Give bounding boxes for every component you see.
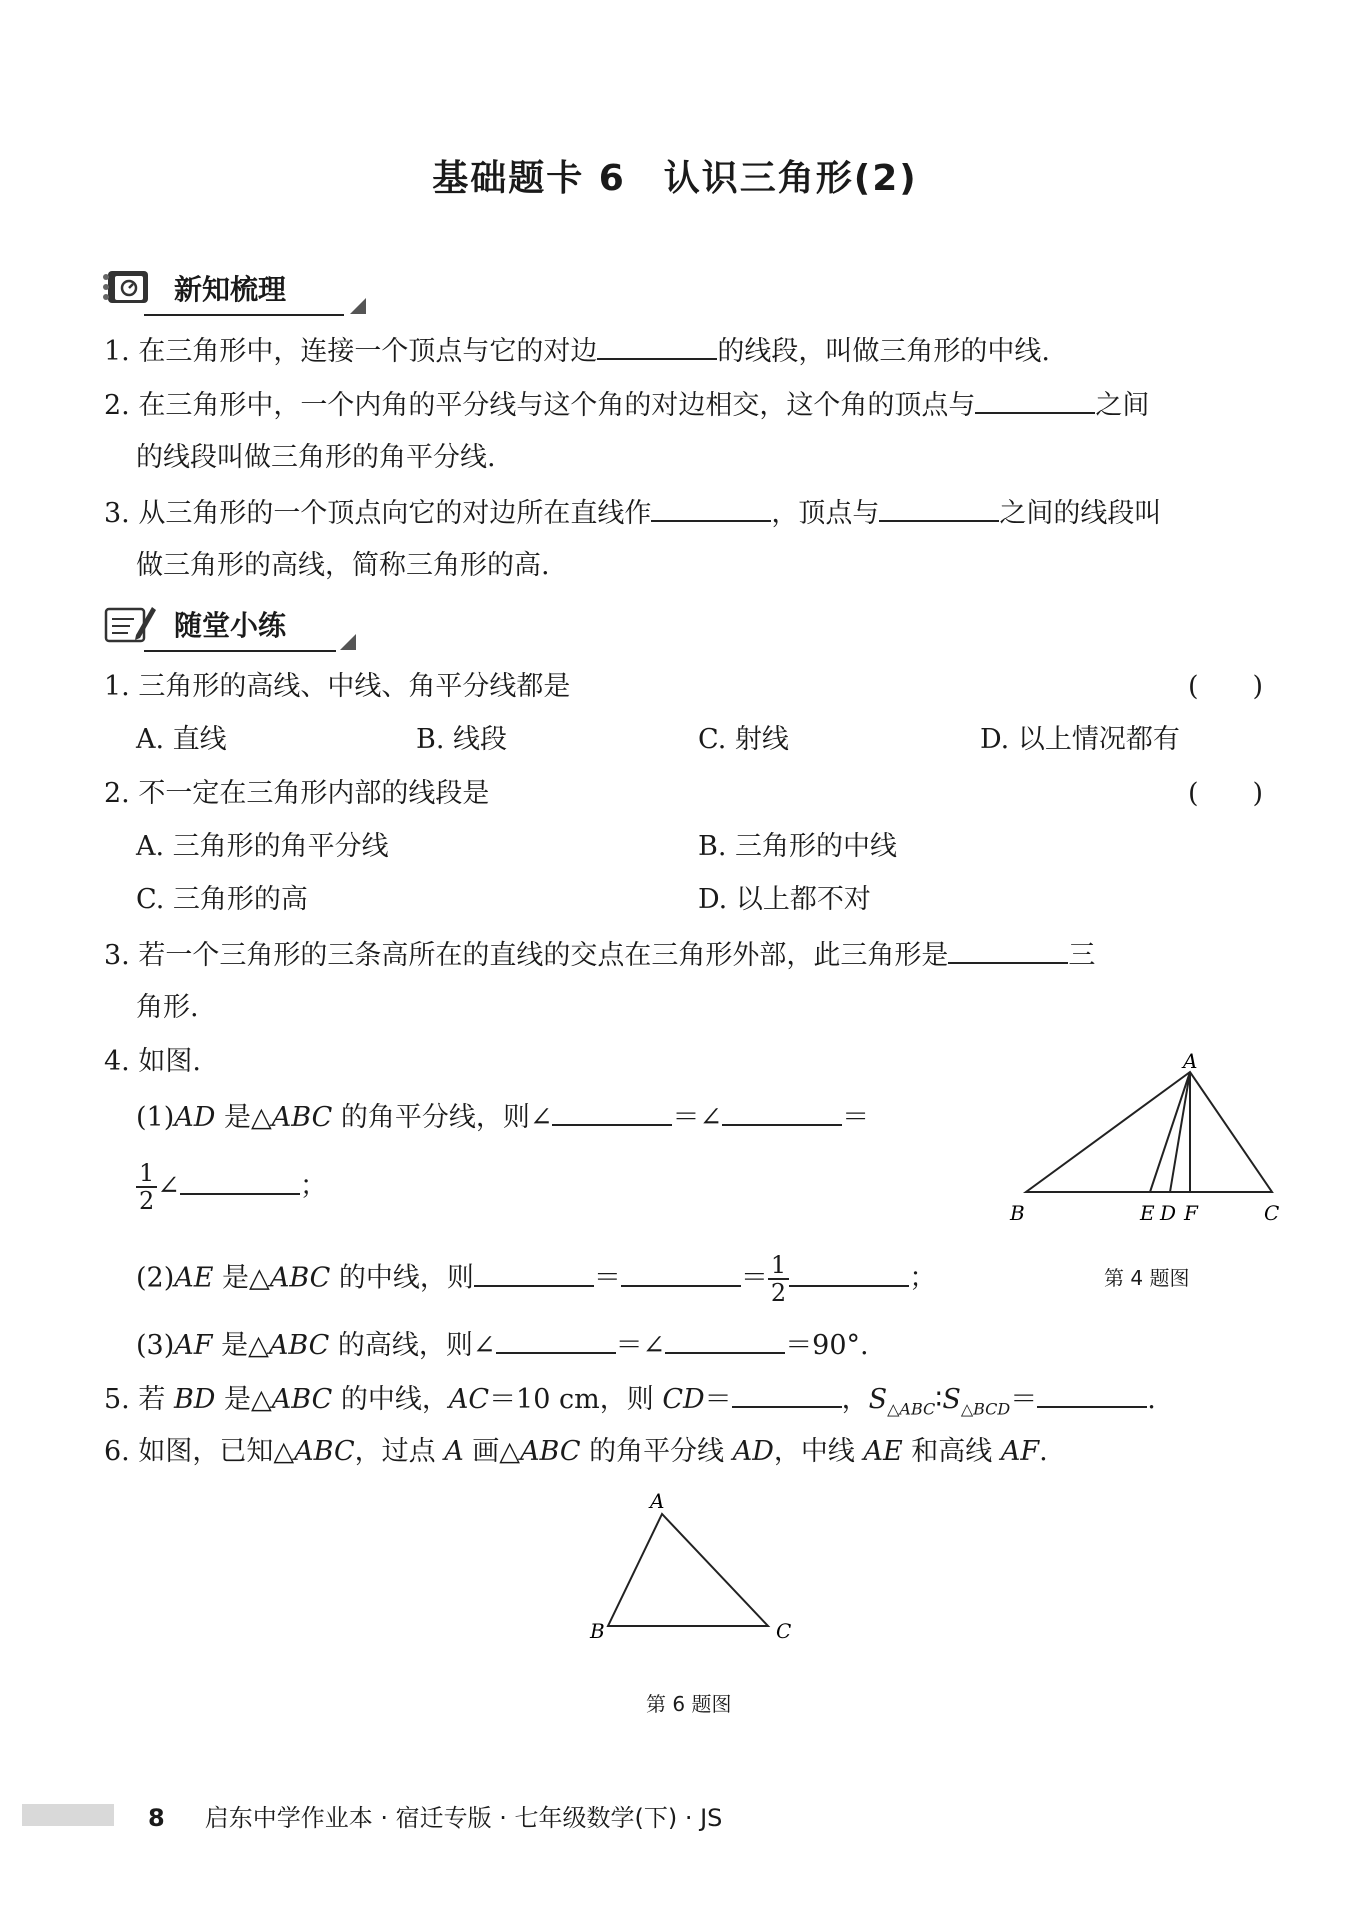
answer-blank[interactable] xyxy=(180,1165,300,1195)
practice-item-3-cont: 角形. xyxy=(136,992,199,1023)
practice-item-1: 1. 三角形的高线、中线、角平分线都是 xyxy=(104,671,571,702)
label-a: A xyxy=(650,1489,665,1513)
answer-paren[interactable]: ( ) xyxy=(1188,778,1264,809)
label-c: C xyxy=(776,1619,792,1643)
section-underline xyxy=(144,314,344,316)
label-c: C xyxy=(1264,1201,1280,1225)
answer-blank[interactable] xyxy=(665,1324,785,1354)
answer-blank[interactable] xyxy=(879,492,999,522)
practice-item-4-1: (1)AD 是△ABC 的角平分线，则∠ ＝∠ ＝ xyxy=(136,1096,869,1138)
label-b: B xyxy=(1010,1201,1025,1225)
practice-item-2: 2. 不一定在三角形内部的线段是 xyxy=(104,778,490,809)
answer-blank[interactable] xyxy=(1037,1378,1147,1408)
practice-item-4: 4. 如图. xyxy=(104,1046,201,1077)
label-f: F xyxy=(1184,1201,1198,1225)
page-title: 基础题卡 6 认识三角形(2) xyxy=(432,158,918,199)
option-a: A. 直线 xyxy=(136,724,227,755)
answer-blank[interactable] xyxy=(552,1096,672,1126)
section-corner-triangle xyxy=(350,298,366,314)
practice-item-3: 3. 若一个三角形的三条高所在的直线的交点在三角形外部，此三角形是 三 xyxy=(104,934,1095,976)
section-title: 随堂小练 xyxy=(174,609,287,642)
section-header-new-knowledge xyxy=(100,262,370,314)
answer-blank[interactable] xyxy=(722,1096,842,1126)
answer-blank[interactable] xyxy=(948,934,1068,964)
answer-blank[interactable] xyxy=(496,1324,616,1354)
fraction-half: $\frac{1}{2}$ xyxy=(136,1160,157,1214)
option-d: D. 以上情况都有 xyxy=(980,724,1180,755)
figure-6-triangle xyxy=(580,1486,810,1646)
page-number: 8 xyxy=(148,1804,165,1832)
triangle-abc xyxy=(608,1514,768,1626)
figure-6-caption: 第 6 题图 xyxy=(646,1692,732,1716)
option-c: C. 三角形的高 xyxy=(136,884,308,915)
section-title: 新知梳理 xyxy=(174,273,287,306)
pencil-note-icon xyxy=(100,601,158,647)
answer-blank[interactable] xyxy=(474,1257,594,1287)
option-d: D. 以上都不对 xyxy=(698,884,871,915)
answer-blank[interactable] xyxy=(789,1257,909,1287)
label-d: D xyxy=(1160,1201,1177,1225)
triangle-abc xyxy=(1026,1072,1272,1192)
fraction-half: $\frac{1}{2}$ xyxy=(768,1252,789,1306)
segment-ae xyxy=(1150,1072,1190,1192)
practice-item-6: 6. 如图，已知△ABC，过点 A 画△ABC 的角平分线 AD，中线 AE 和高线 AF. xyxy=(104,1436,1048,1467)
knowledge-item-3-cont: 做三角形的高线，简称三角形的高. xyxy=(136,550,550,581)
option-b: B. 三角形的中线 xyxy=(698,831,898,862)
label-b: B xyxy=(590,1619,605,1643)
answer-blank[interactable] xyxy=(621,1257,741,1287)
practice-item-4-3: (3)AF 是△ABC 的高线，则∠ ＝∠ ＝90°. xyxy=(136,1324,869,1366)
option-b: B. 线段 xyxy=(416,724,508,755)
section-corner-triangle xyxy=(340,634,356,650)
knowledge-item-3: 3. 从三角形的一个顶点向它的对边所在直线作 ，顶点与 之间的线段叫 xyxy=(104,492,1161,534)
figure-4-caption: 第 4 题图 xyxy=(1104,1266,1190,1290)
practice-item-5: 5. 若 BD 是△ABC 的中线，AC＝10 cm，则 CD＝ ，$S_{\triangle ABC}∶S_{\triangle BCD}=$ . xyxy=(104,1378,1156,1429)
label-e: E xyxy=(1140,1201,1155,1225)
notebook-icon xyxy=(100,265,158,311)
answer-blank[interactable] xyxy=(597,330,717,360)
footer-text: 启东中学作业本 · 宿迁专版 · 七年级数学(下) · JS xyxy=(204,1804,723,1832)
answer-paren[interactable]: ( ) xyxy=(1188,671,1264,702)
answer-blank[interactable] xyxy=(651,492,771,522)
section-underline xyxy=(144,650,336,652)
figure-4-triangle xyxy=(1000,1050,1300,1230)
page-footer xyxy=(148,1798,722,1833)
segment-ad xyxy=(1170,1072,1190,1192)
knowledge-item-2: 2. 在三角形中，一个内角的平分线与这个角的对边相交，这个角的顶点与 之间 xyxy=(104,384,1149,426)
practice-item-4-2: (2)AE 是△ABC 的中线，则 ＝ ＝ $\frac{1}{2}$ ； xyxy=(136,1251,937,1307)
option-a: A. 三角形的角平分线 xyxy=(136,831,389,862)
footer-bar xyxy=(22,1804,114,1826)
answer-blank[interactable] xyxy=(975,384,1095,414)
practice-item-4-1-cont: $\frac{1}{2}$ ∠ ； xyxy=(136,1160,327,1214)
answer-blank[interactable] xyxy=(732,1378,842,1408)
knowledge-item-2-cont: 的线段叫做三角形的角平分线. xyxy=(136,442,496,473)
option-c: C. 射线 xyxy=(698,724,789,755)
knowledge-item-1: 1. 在三角形中，连接一个顶点与它的对边 的线段，叫做三角形的中线. xyxy=(104,330,1050,372)
label-a: A xyxy=(1183,1050,1198,1073)
section-header-practice xyxy=(100,598,360,650)
